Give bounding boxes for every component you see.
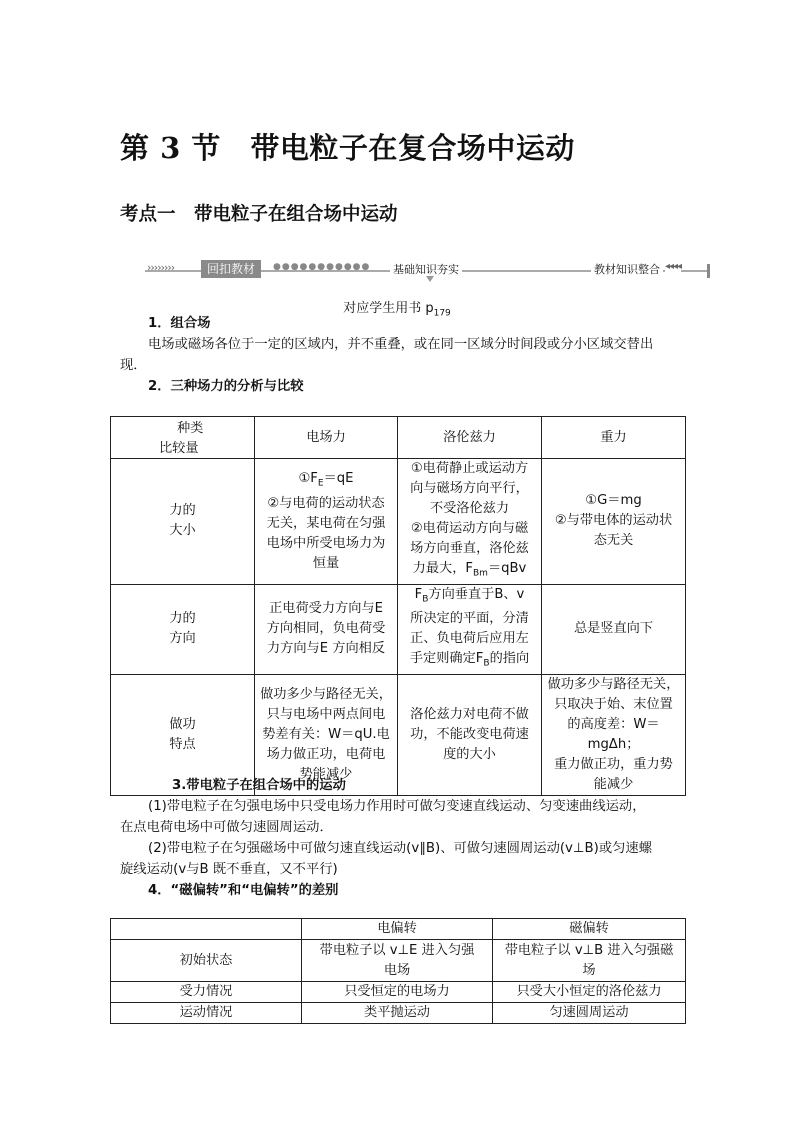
t2-row-label-motion: 运动情况: [111, 1003, 302, 1024]
item-1-heading: 1．组合场: [148, 316, 211, 331]
table-corner-header: [111, 417, 255, 459]
force-comparison-table: [110, 416, 686, 796]
t2-col-magnetic: 磁偏转: [493, 919, 686, 940]
deflection-comparison-table: [110, 918, 686, 1024]
banner-dots: ●●●●●●●●●●●: [273, 262, 371, 272]
col-header-electric: 电场力: [255, 417, 398, 459]
banner-pointer-icon: [426, 276, 434, 282]
item-3-para-2-cont: 旋线运动(v与B 既不垂直，又不平行): [120, 862, 338, 877]
t2-corner: [111, 919, 302, 940]
banner-arrows-left: ››››››››: [147, 261, 175, 274]
cell-lorentz-work: 洛伦兹力对电荷不做 功，不能改变电荷速 度的大小: [398, 674, 542, 795]
cell-lorentz-direction: $F_B$方向垂直于B、v 所决定的平面，分清 正、负电荷后应用左 手定则确定$F_B$的指向: [398, 584, 542, 674]
banner-middle-label: 基础知识夯实: [390, 261, 462, 277]
book-reference: 对应学生用书 $p_{179}$: [343, 301, 451, 319]
t2-row-label-force: 受力情况: [111, 982, 302, 1003]
banner-end-bar: [707, 264, 710, 278]
section-banner: [145, 258, 710, 284]
item-3-para-1-cont: 在点电荷电场中可做匀速圆周运动．: [120, 820, 333, 835]
t2-cell-electric-motion: 类平抛运动: [302, 1003, 493, 1024]
banner-tag: 回扣教材: [201, 260, 261, 278]
banner-right-label: 教材知识整合: [591, 261, 663, 277]
t2-cell-magnetic-motion: 匀速圆周运动: [493, 1003, 686, 1024]
row-label-work: 做功 特点: [111, 674, 255, 795]
cell-electric-magnitude: $①F_E=qE$ ②与电荷的运动状态 无关，某电荷在匀强 电场中所受电场力为 恒量: [255, 459, 398, 585]
corner-header-top: 种类: [177, 421, 204, 436]
cell-lorentz-magnitude: ①电荷静止或运动方 向与磁场方向平行， 不受洛伦兹力 ②电荷运动方向与磁 场方向垂直，洛伦兹 力最大，$F_{Bm}=qBv$: [398, 459, 542, 585]
item-3-heading: 3.带电粒子在组合场中的运动: [172, 778, 346, 793]
row-label-magnitude: 力的 大小: [111, 459, 255, 585]
t2-col-electric: 电偏转: [302, 919, 493, 940]
col-header-gravity: 重力: [542, 417, 686, 459]
item-1-body: 电场或磁场各位于一定的区域内，并不重叠，或在同一区域分时间段或分小区域交替出: [148, 337, 654, 352]
row-label-direction: 力的 方向: [111, 584, 255, 674]
item-3-para-2: (2)带电粒子在匀强磁场中可做匀速直线运动(v∥B)、可做匀速圆周运动(v⊥B)或匀速螺: [148, 841, 653, 856]
page-title: 第 3 节 带电粒子在复合场中运动: [120, 131, 575, 165]
section-heading: 考点一 带电粒子在组合场中运动: [120, 204, 398, 225]
cell-electric-direction: 正电荷受力方向与E 方向相同，负电荷受 力方向与E 方向相反: [255, 584, 398, 674]
corner-header-bottom: 比较量: [159, 441, 199, 456]
item-1-body-cont: 现．: [120, 358, 147, 373]
cell-gravity-magnitude: ①G＝mg ②与带电体的运动状 态无关: [542, 459, 686, 585]
item-2-heading: 2．三种场力的分析与比较: [148, 379, 304, 394]
banner-arrows-right: ◂◂◂◂: [665, 261, 682, 272]
t2-cell-magnetic-initial: 带电粒子以 v⊥B 进入匀强磁 场: [493, 940, 686, 982]
col-header-lorentz: 洛伦兹力: [398, 417, 542, 459]
item-3-para-1: (1)带电粒子在匀强电场中只受电场力作用时可做匀变速直线运动、匀变速曲线运动，: [148, 799, 646, 814]
t2-cell-magnetic-force: 只受大小恒定的洛伦兹力: [493, 982, 686, 1003]
t2-cell-electric-force: 只受恒定的电场力: [302, 982, 493, 1003]
cell-electric-work: 做功多少与路径无关， 只与电场中两点间电 势差有关：W＝qU.电 场力做正功，电荷电 势能减少: [255, 674, 398, 795]
cell-gravity-work: 做功多少与路径无关， 只取决于始、末位置 的高度差：W＝mgΔh； 重力做正功，重力势 能减少: [542, 674, 686, 795]
cell-gravity-direction: 总是竖直向下: [542, 584, 686, 674]
t2-row-label-initial: 初始状态: [111, 940, 302, 982]
t2-cell-electric-initial: 带电粒子以 v⊥E 进入匀强 电场: [302, 940, 493, 982]
item-4-heading: 4．“磁偏转”和“电偏转”的差别: [148, 883, 339, 898]
